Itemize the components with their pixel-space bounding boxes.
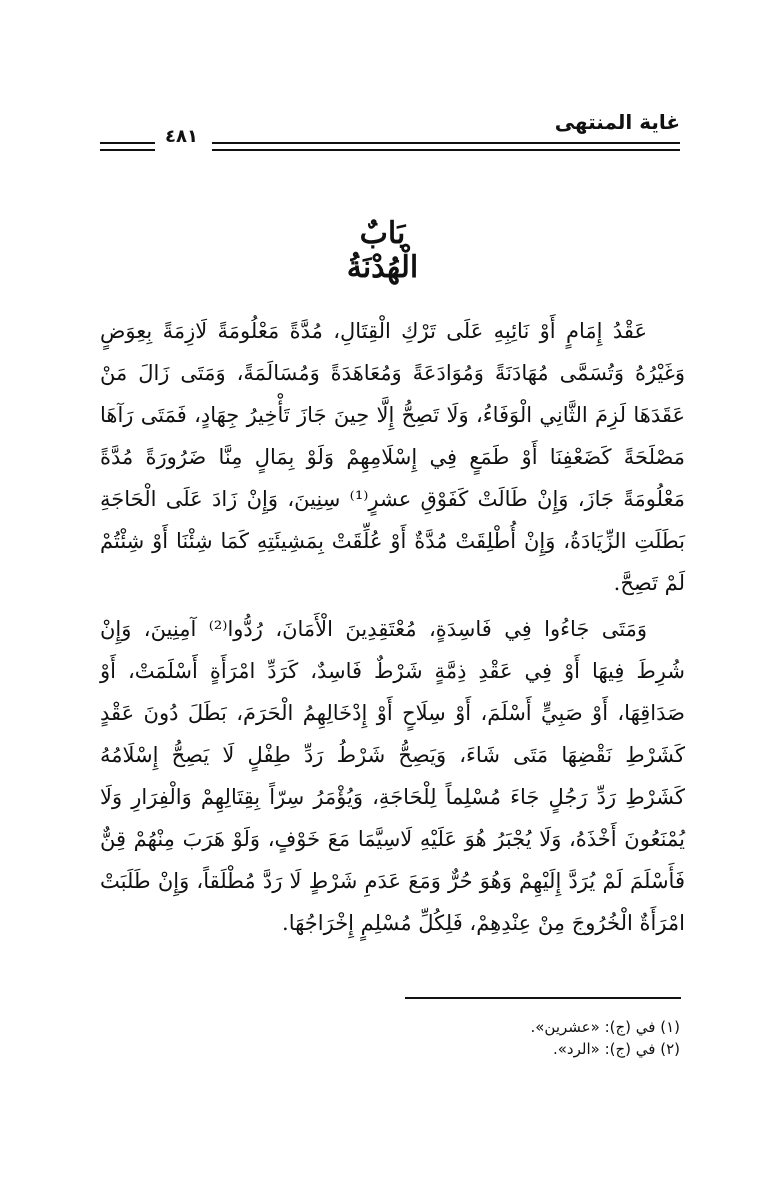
book-title: غاية المنتهى [554, 110, 680, 134]
header-rule-right [212, 142, 680, 151]
footnotes [100, 1016, 680, 1060]
header-rule-left [100, 142, 155, 151]
footnote-separator [405, 997, 681, 999]
body-text [100, 310, 685, 944]
page-number: ٤٨١ [165, 126, 198, 147]
running-header [100, 110, 680, 160]
footnote: (١) في (ج): «عشرين». [530, 1018, 680, 1036]
chapter-title: الْهُدْنَةُ [346, 250, 419, 285]
paragraph: عَقْدُ إِمَامٍ أَوْ نَائِبِهِ عَلَى تَرْكِ الْقِتَالِ، مُدَّةً مَعْلُومَةً لَازِمَةً بِعِوَضٍ وَغَيْرُهُ وَتُسَمَّى مُهَادَنَةً وَمُوَادَعَةً وَمُعَاهَدَةً وَمُسَالَمَةً، وَمَتَى زَالَ مَنْ عَقَدَهَا لَزِمَ الثَّانِي الْوَفَاءُ، وَلَا تَصِحُّ إِلَّا حِينَ جَازَ تَأْخِيرُ جِهَادٍ، فَمَتَى رَآهَا مَصْلَحَةً كَضَعْفِنَا أَوْ طَمَعٍ فِي إِسْلَامِهِمْ وَلَوْ بِمَالٍ مِنَّا ضَرُورَةً مُدَّةً مَعْلُومَةً جَازَ، وَإِنْ طَالَتْ كَفَوْقِ عشرٍ⁽¹⁾ سِنِينَ، وَإِنْ زَادَ عَلَى الْحَاجَةِ بَطَلَتِ الزِّيَادَةُ، وَإِنْ أُطْلِقَتْ مُدَّةٌ أَوْ عُلِّقَتْ بِمَشِيئَتِهِ كَمَا شِئْنَا أَوْ شِئْتُمْ لَمْ تَصِحَّ. [100, 319, 685, 595]
footnote: (٢) في (ج): «الرد». [552, 1040, 680, 1058]
chapter-label: بَابٌ [359, 216, 406, 251]
paragraph: وَمَتَى جَاءُوا فِي فَاسِدَةٍ، مُعْتَقِدِينَ الْأَمَانَ، رُدُّوا⁽²⁾ آمِنِينَ، وَإِنْ شُرِطَ فِيهَا أَوْ فِي عَقْدِ ذِمَّةٍ شَرْطٌ فَاسِدٌ، كَرَدِّ امْرَأَةٍ أَسْلَمَتْ، أَوْ صَدَاقِهَا، أَوْ صَبِيٍّ أَسْلَمَ، أَوْ سِلَاحٍ أَوْ إِدْخَالِهِمُ الْحَرَمَ، بَطَلَ دُونَ عَقْدٍ كَشَرْطِ نَقْضِهَا مَتَى شَاءَ، وَيَصِحُّ شَرْطُ رَدِّ طِفْلٍ لَا يَصِحُّ إِسْلَامُهُ كَشَرْطِ رَدِّ رَجُلٍ جَاءَ مُسْلِماً لِلْحَاجَةِ، وَيُؤْمَرُ سِرّاً بِقِتَالِهِمْ وَالْفِرَارِ وَلَا يُمْنَعُونَ أَخْذَهُ، وَلَا يُجْبَرُ هُوَ عَلَيْهِ لَاسِيَّمَا مَعَ خَوْفٍ، وَلَوْ هَرَبَ مِنْهُمْ قِنٌّ فَأَسْلَمَ لَمْ يُرَدَّ إِلَيْهِمْ وَهُوَ حُرٌّ وَمَعَ عَدَمِ شَرْطٍ لَا رَدَّ مُطْلَقاً، وَإِنْ طَلَبَتْ امْرَأَةٌ الْخُرُوجَ مِنْ عِنْدِهِمْ، فَلِكُلِّ مُسْلِمٍ إِخْرَاجُهَا. [100, 617, 685, 935]
